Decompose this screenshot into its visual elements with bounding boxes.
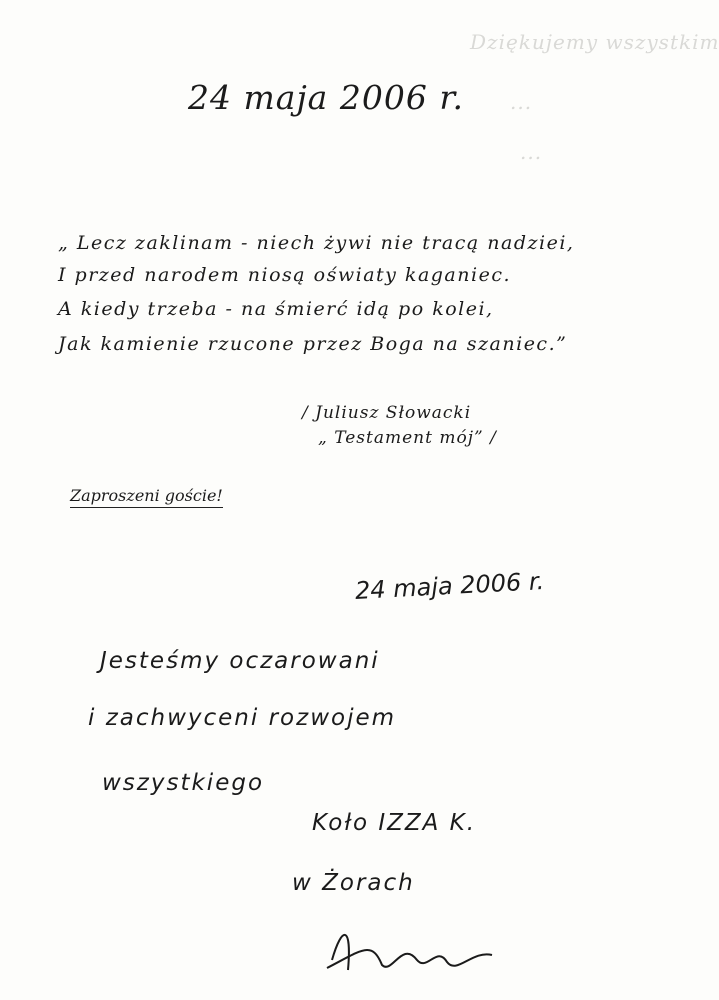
bleed-through-text: ... xyxy=(520,140,543,164)
poem-line: I przed narodem niosą oświaty kaganiec. xyxy=(58,264,512,286)
poem-title: „ Testament mój” / xyxy=(318,428,497,448)
page-date: 24 maja 2006 r. xyxy=(188,78,464,117)
entry-line: wszystkiego xyxy=(102,770,265,796)
poem-line: „ Lecz zaklinam - niech żywi nie tracą nadziei, xyxy=(58,232,575,254)
poem-line: Jak kamienie rzucone przez Boga na szaniec.” xyxy=(58,333,568,355)
bleed-through-text: ... xyxy=(510,90,533,114)
entry-line: w Żorach xyxy=(292,870,415,896)
entry-date: 24 maja 2006 r. xyxy=(354,567,545,605)
entry-line: i zachwyceni rozwojem xyxy=(88,705,397,731)
bleed-through-text: Dziękujemy wszystkim xyxy=(470,30,719,54)
entry-line: Jesteśmy oczarowani xyxy=(100,648,380,674)
poem-author: / Juliusz Słowacki xyxy=(302,403,472,423)
poem-line: A kiedy trzeba - na śmierć idą po kolei, xyxy=(58,298,494,320)
entry-line: Koło IZZA K. xyxy=(312,810,477,836)
handwritten-signature xyxy=(322,920,502,980)
guests-heading: Zaproszeni goście! xyxy=(70,486,223,508)
